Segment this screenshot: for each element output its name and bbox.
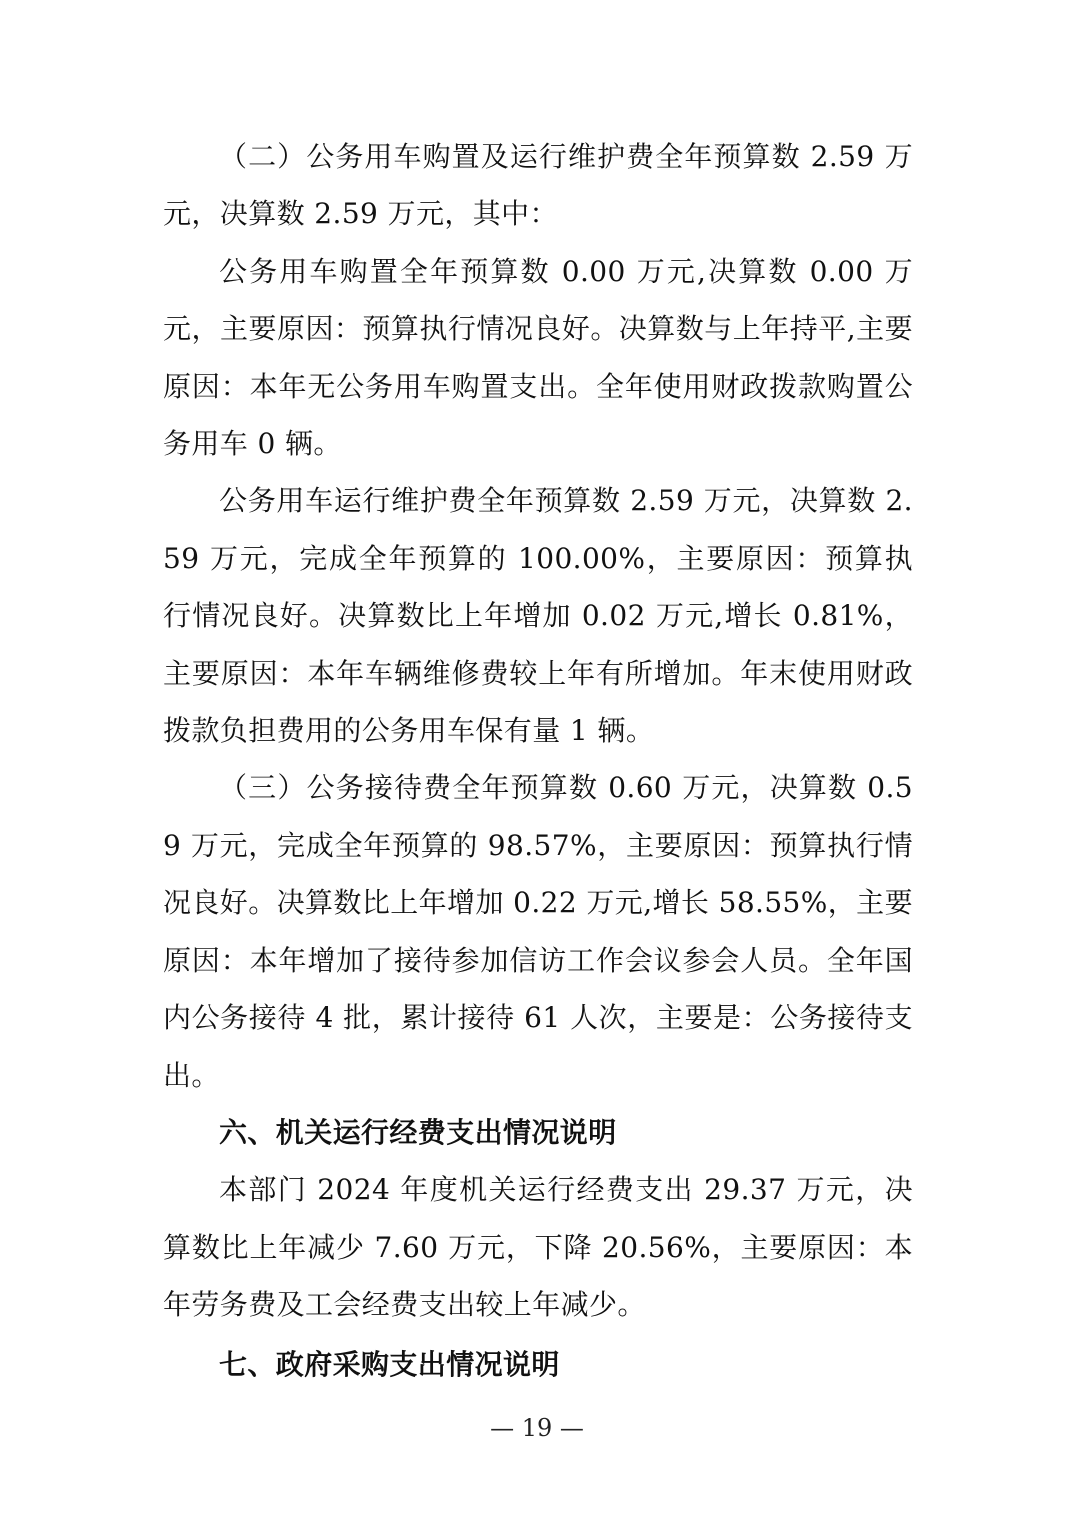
paragraph-vehicle-summary: （二）公务用车购置及运行维护费全年预算数 2.59 万元，决算数 2.59 万元，其中： [163, 140, 913, 231]
paragraph-reception-expense: （三）公务接待费全年预算数 0.60 万元，决算数 0.59 万元，完成全年预算的 98.57%，主要原因：预算执行情况良好。决算数比上年增加 0.22 万元,增长 58.55%，主要原因：本年增加了接待参加信访工作会议参会人员。全年国内公务接待 4 批，累计接待 61 人次，主要是：公务接待支出。 [163, 771, 913, 1092]
paragraph-vehicle-maintenance: 公务用车运行维护费全年预算数 2.59 万元，决算数 2.59 万元，完成全年预算的 100.00%，主要原因：预算执行情况良好。决算数比上年增加 0.02 万元,增长 0.81%，主要原因：本年车辆维修费较上年有所增加。年末使用财政拨款负担费用的公务用车保有量 1 辆。 [163, 484, 913, 748]
paragraph-operating-expense: 本部门 2024 年度机关运行经费支出 29.37 万元，决算数比上年减少 7.60 万元，下降 20.56%，主要原因：本年劳务费及工会经费支出较上年减少。 [163, 1173, 913, 1322]
section-six-heading: 六、机关运行经费支出情况说明 [219, 1115, 617, 1149]
paragraph-vehicle-purchase: 公务用车购置全年预算数 0.00 万元,决算数 0.00 万元，主要原因：预算执行情况良好。决算数与上年持平,主要原因：本年无公务用车购置支出。全年使用财政拨款购置公务用车 0 辆。 [163, 254, 913, 461]
document-body [163, 128, 913, 1393]
page-number: — 19 — [490, 1414, 584, 1442]
section-seven-heading: 七、政府采购支出情况说明 [219, 1347, 560, 1381]
